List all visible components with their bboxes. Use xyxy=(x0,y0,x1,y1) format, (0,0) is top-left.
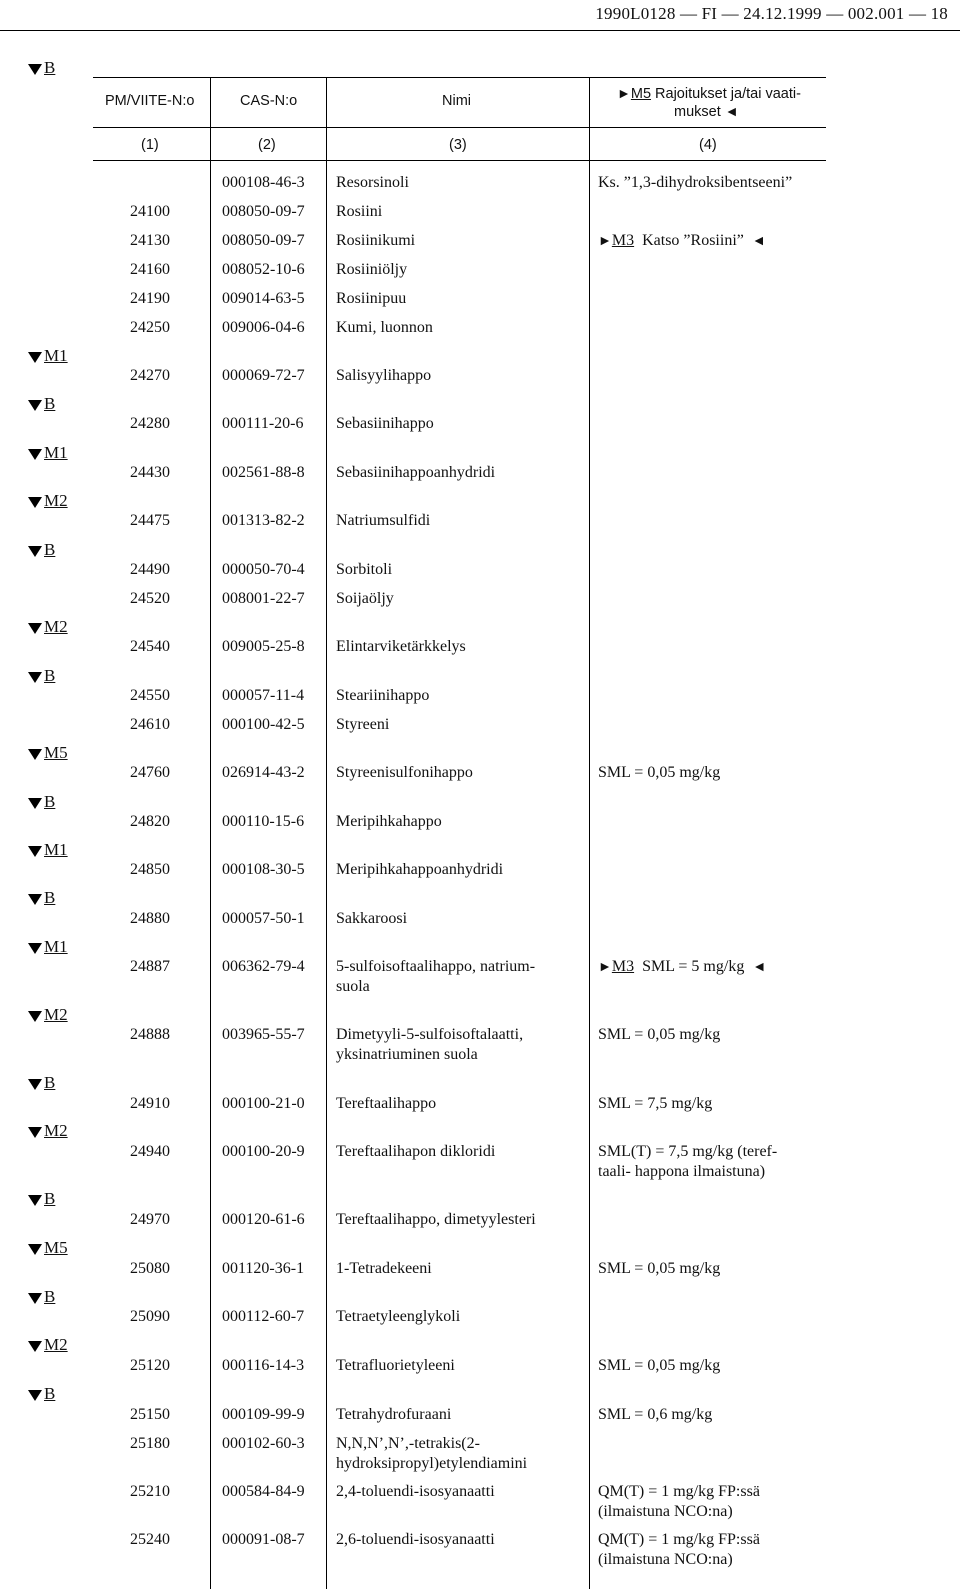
margin-marker: M1 xyxy=(28,443,68,463)
colnum-3: (3) xyxy=(449,137,467,153)
ref-number-cell: 24887 xyxy=(130,958,170,975)
substance-name-cell: Kumi, luonnon xyxy=(336,319,433,336)
margin-marker: M2 xyxy=(28,617,68,637)
table-colnum-rule xyxy=(93,160,826,161)
down-triangle-icon xyxy=(28,64,42,75)
down-triangle-icon xyxy=(28,623,42,634)
ref-number-cell: 24280 xyxy=(130,415,170,432)
col-rule-1 xyxy=(210,77,211,1589)
down-triangle-icon xyxy=(28,749,42,760)
restriction-cell: SML = 0,05 mg/kg xyxy=(598,1260,721,1277)
substance-name-cell: Rosiinikumi xyxy=(336,232,416,249)
amendment-marker-link[interactable]: M3 xyxy=(611,958,635,975)
restriction-cell: Ks. ”1,3-dihydroksibentseeni” xyxy=(598,174,793,191)
cas-number-cell: 000069-72-7 xyxy=(222,367,305,384)
down-triangle-icon xyxy=(28,1127,42,1138)
cas-number-cell: 000100-21-0 xyxy=(222,1095,305,1112)
margin-marker: M5 xyxy=(28,743,68,763)
restriction-cell: ►M3 Katso ”Rosiini” ◄ xyxy=(598,232,766,249)
ref-number-cell: 24190 xyxy=(130,290,170,307)
ref-number-cell: 24540 xyxy=(130,638,170,655)
ref-number-cell: 24490 xyxy=(130,561,170,578)
restriction-cell: SML = 0,05 mg/kg xyxy=(598,1357,721,1374)
substance-name-cell: 1-Tetradekeeni xyxy=(336,1260,432,1277)
ref-number-cell: 24430 xyxy=(130,464,170,481)
down-triangle-icon xyxy=(28,894,42,905)
amendment-marker-link[interactable]: M3 xyxy=(611,232,635,249)
substance-name-cell: Tetraetyleenglykoli xyxy=(336,1308,461,1325)
cas-number-cell: 000100-20-9 xyxy=(222,1143,305,1160)
down-triangle-icon xyxy=(28,1293,42,1304)
cas-number-cell: 003965-55-7 xyxy=(222,1026,305,1043)
margin-marker: B xyxy=(28,666,55,686)
substance-name-cell: Tereftaalihappo, dimetyylesteri xyxy=(336,1211,536,1228)
down-triangle-icon xyxy=(28,352,42,363)
substance-name-cell: Dimetyyli-5-sulfoisoftalaatti, yksinatriuminen suola xyxy=(336,1026,524,1063)
margin-marker: M1 xyxy=(28,840,68,860)
substance-name-cell: Sorbitoli xyxy=(336,561,393,578)
substance-name-cell: Tereftaalihappo xyxy=(336,1095,437,1112)
ref-number-cell: 25080 xyxy=(130,1260,170,1277)
margin-marker: B xyxy=(28,1287,55,1307)
cas-number-cell: 008052-10-6 xyxy=(222,261,305,278)
substance-name-cell: Rosiinipuu xyxy=(336,290,407,307)
restriction-cell: QM(T) = 1 mg/kg FP:ssä (ilmaistuna NCO:na) xyxy=(598,1531,760,1568)
ref-number-cell: 24910 xyxy=(130,1095,170,1112)
cas-number-cell: 000120-61-6 xyxy=(222,1211,305,1228)
ref-number-cell: 25240 xyxy=(130,1531,170,1548)
cas-number-cell: 000116-14-3 xyxy=(222,1357,305,1374)
margin-marker: B xyxy=(28,540,55,560)
colnum-2: (2) xyxy=(258,137,276,153)
down-triangle-icon xyxy=(28,672,42,683)
down-triangle-icon xyxy=(28,1195,42,1206)
ref-number-cell: 24100 xyxy=(130,203,170,220)
substance-name-cell: Sakkaroosi xyxy=(336,910,408,927)
margin-marker: M2 xyxy=(28,491,68,511)
ref-number-cell: 24520 xyxy=(130,590,170,607)
cas-number-cell: 002561-88-8 xyxy=(222,464,305,481)
col-rule-2 xyxy=(326,77,327,1589)
substance-name-cell: Meripihkahappo xyxy=(336,813,442,830)
ref-number-cell: 25150 xyxy=(130,1406,170,1423)
down-triangle-icon xyxy=(28,943,42,954)
marker-B-top: B xyxy=(28,58,55,78)
margin-marker: B xyxy=(28,1384,55,1404)
ref-number-cell: 25180 xyxy=(130,1435,170,1452)
restriction-cell: QM(T) = 1 mg/kg FP:ssä (ilmaistuna NCO:na) xyxy=(598,1483,760,1520)
down-triangle-icon xyxy=(28,1011,42,1022)
substance-name-cell: N,N,N’,N’,-tetrakis(2- hydroksipropyl)etylendiamini xyxy=(336,1435,528,1472)
substance-name-cell: Rosiini xyxy=(336,203,383,220)
substance-name-cell: Tetrafluorietyleeni xyxy=(336,1357,455,1374)
ref-number-cell: 24270 xyxy=(130,367,170,384)
col-header-name: Nimi xyxy=(442,93,471,109)
ref-number-cell: 24850 xyxy=(130,861,170,878)
ref-number-cell: 24250 xyxy=(130,319,170,336)
restriction-cell: SML = 0,6 mg/kg xyxy=(598,1406,713,1423)
header-rule xyxy=(0,30,960,31)
cas-number-cell: 000108-46-3 xyxy=(222,174,305,191)
down-triangle-icon xyxy=(28,1079,42,1090)
cas-number-cell: 000102-60-3 xyxy=(222,1435,305,1452)
table-header-rule xyxy=(93,127,826,128)
margin-marker: B xyxy=(28,792,55,812)
cas-number-cell: 008050-09-7 xyxy=(222,203,305,220)
cas-number-cell: 000050-70-4 xyxy=(222,561,305,578)
substance-name-cell: Resorsinoli xyxy=(336,174,409,191)
restriction-cell: SML(T) = 7,5 mg/kg (teref- taali- happona ilmaistuna) xyxy=(598,1143,778,1180)
margin-marker: M2 xyxy=(28,1121,68,1141)
margin-marker: B xyxy=(28,1073,55,1093)
substance-name-cell: Natriumsulfidi xyxy=(336,512,431,529)
cas-number-cell: 000108-30-5 xyxy=(222,861,305,878)
margin-marker: M1 xyxy=(28,937,68,957)
margin-marker: M5 xyxy=(28,1238,68,1258)
substance-name-cell: 2,4-toluendi-isosyanaatti xyxy=(336,1483,495,1500)
substance-name-cell: Elintarviketärkkelys xyxy=(336,638,466,655)
restriction-cell: SML = 0,05 mg/kg xyxy=(598,1026,721,1043)
ref-number-cell: 24880 xyxy=(130,910,170,927)
down-triangle-icon xyxy=(28,1244,42,1255)
col-rule-3 xyxy=(589,77,590,1589)
margin-marker: M2 xyxy=(28,1335,68,1355)
substance-name-cell: Styreenisulfonihappo xyxy=(336,764,473,781)
ref-number-cell: 24970 xyxy=(130,1211,170,1228)
cas-number-cell: 009014-63-5 xyxy=(222,290,305,307)
substance-name-cell: Styreeni xyxy=(336,716,390,733)
cas-number-cell: 009006-04-6 xyxy=(222,319,305,336)
down-triangle-icon xyxy=(28,846,42,857)
cas-number-cell: 000100-42-5 xyxy=(222,716,305,733)
down-triangle-icon xyxy=(28,1341,42,1352)
restriction-cell: SML = 7,5 mg/kg xyxy=(598,1095,713,1112)
substance-name-cell: Soijaöljy xyxy=(336,590,394,607)
cas-number-cell: 000584-84-9 xyxy=(222,1483,305,1500)
page-header-reference: 1990L0128 — FI — 24.12.1999 — 002.001 — 18 xyxy=(595,4,948,23)
colnum-4: (4) xyxy=(699,137,717,153)
ref-number-cell: 24130 xyxy=(130,232,170,249)
substance-name-cell: 5-sulfoisoftaalihappo, natrium- suola xyxy=(336,958,536,995)
margin-marker: B xyxy=(28,394,55,414)
substance-name-cell: Sebasiinihappo xyxy=(336,415,434,432)
substance-name-cell: Sebasiinihappoanhydridi xyxy=(336,464,496,481)
ref-number-cell: 24160 xyxy=(130,261,170,278)
cas-number-cell: 000057-50-1 xyxy=(222,910,305,927)
ref-number-cell: 24820 xyxy=(130,813,170,830)
ref-number-cell: 24610 xyxy=(130,716,170,733)
ref-number-cell: 25120 xyxy=(130,1357,170,1374)
cas-number-cell: 000109-99-9 xyxy=(222,1406,305,1423)
ref-number-cell: 24475 xyxy=(130,512,170,529)
cas-number-cell: 026914-43-2 xyxy=(222,764,305,781)
margin-marker: M2 xyxy=(28,1005,68,1025)
colnum-1: (1) xyxy=(141,137,159,153)
col-header-restrictions: ►M5 Rajoitukset ja/tai vaati- xyxy=(617,85,801,102)
cas-number-cell: 000091-08-7 xyxy=(222,1531,305,1548)
cas-number-cell: 000057-11-4 xyxy=(222,687,305,704)
substance-name-cell: Salisyylihappo xyxy=(336,367,432,384)
substance-name-cell: Meripihkahappoanhydridi xyxy=(336,861,504,878)
cas-number-cell: 001120-36-1 xyxy=(222,1260,305,1277)
ref-number-cell: 24888 xyxy=(130,1026,170,1043)
cas-number-cell: 008001-22-7 xyxy=(222,590,305,607)
col-header-ref: PM/VIITE-N:o xyxy=(105,93,195,109)
margin-marker: M1 xyxy=(28,346,68,366)
ref-number-cell: 24550 xyxy=(130,687,170,704)
substance-name-cell: 2,6-toluendi-isosyanaatti xyxy=(336,1531,495,1548)
ref-number-cell: 25090 xyxy=(130,1308,170,1325)
ref-number-cell: 24940 xyxy=(130,1143,170,1160)
down-triangle-icon xyxy=(28,1390,42,1401)
down-triangle-icon xyxy=(28,449,42,460)
cas-number-cell: 009005-25-8 xyxy=(222,638,305,655)
cas-number-cell: 008050-09-7 xyxy=(222,232,305,249)
cas-number-cell: 000112-60-7 xyxy=(222,1308,305,1325)
down-triangle-icon xyxy=(28,400,42,411)
down-triangle-icon xyxy=(28,798,42,809)
substance-name-cell: Tetrahydrofuraani xyxy=(336,1406,452,1423)
restriction-cell: SML = 0,05 mg/kg xyxy=(598,764,721,781)
cas-number-cell: 000110-15-6 xyxy=(222,813,305,830)
margin-marker: B xyxy=(28,1189,55,1209)
down-triangle-icon xyxy=(28,546,42,557)
down-triangle-icon xyxy=(28,497,42,508)
ref-number-cell: 24760 xyxy=(130,764,170,781)
substance-name-cell: Tereftaalihapon dikloridi xyxy=(336,1143,496,1160)
cas-number-cell: 001313-82-2 xyxy=(222,512,305,529)
substance-name-cell: Steariinihappo xyxy=(336,687,430,704)
col-header-restrictions-line2: mukset ◄ xyxy=(674,103,739,120)
cas-number-cell: 006362-79-4 xyxy=(222,958,305,975)
restriction-cell: ►M3 SML = 5 mg/kg ◄ xyxy=(598,958,767,975)
col-header-cas: CAS-N:o xyxy=(240,93,298,109)
margin-marker: B xyxy=(28,888,55,908)
marker-M5-link[interactable]: M5 xyxy=(630,86,652,102)
cas-number-cell: 000111-20-6 xyxy=(222,415,304,432)
table-top-rule xyxy=(93,77,826,78)
ref-number-cell: 25210 xyxy=(130,1483,170,1500)
substance-name-cell: Rosiiniöljy xyxy=(336,261,408,278)
